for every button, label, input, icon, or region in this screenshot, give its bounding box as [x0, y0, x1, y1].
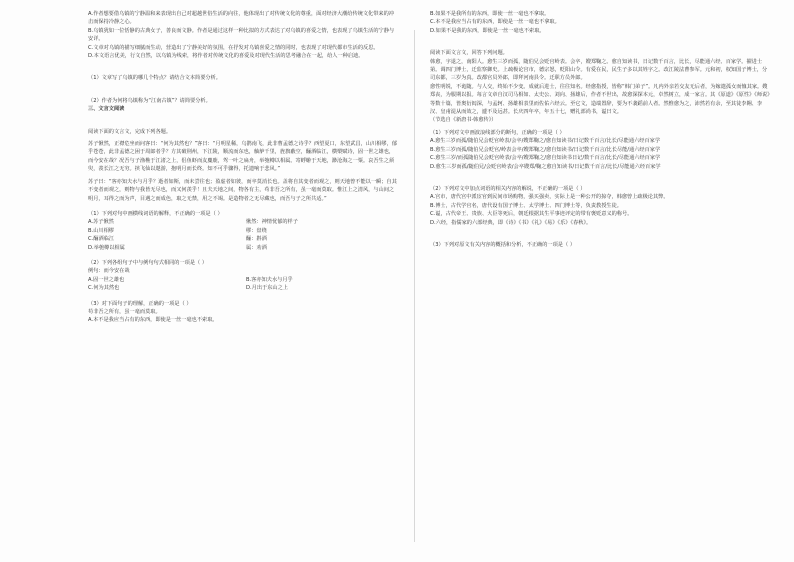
option-explanation: 愀然：神情忧郁的样子	[246, 219, 298, 226]
option-text: A.苏子愀然	[88, 219, 114, 226]
reading-options	[88, 10, 398, 60]
passage-intro: 阅读下面的文言文，完成下列各题。	[88, 128, 172, 135]
question-1-stem: （1）下列对文中画波浪线部分的断句，正确的一项是（ ）	[430, 129, 565, 136]
passage-paragraph-2: 愈性明锐，不诡随。与人交，终始不少变。成就后进士，往往知名。经愈指授，皆称“韩门弟子”。凡内外亲若交友无后者，为嫁遣孤女而恤其家。嫂郑丧，为服期以报。每言文章自汉司马相如、太史公、刘向、扬雄后，作者不世出，故愈深探本元，卓然树立，成一家言。其《原道》《原性》《师说》等数十篇，皆奥衍闳深，与孟轲、扬雄相表里而佐佑六经云。至它文，造端置辞，要为不袭蹈前人者。然惟愈为之，沛然若有余，至其徒李翱、李汉、皇甫湜从而效之，遽不及远甚。长庆四年卒，年五十七，赠礼部尚书，谥曰文。	[430, 83, 770, 116]
passage-source: （节选自《新唐书·韩愈传》）	[430, 117, 497, 124]
question-4-stem: （2）下列各组句子中与例句句式相同的一项是（ ）	[88, 259, 208, 266]
option-row	[88, 244, 398, 252]
passage-paragraph-2: 苏子曰：“客亦知夫水与月乎？逝者如斯，而未尝往也；盈虚者如彼，而卒莫消长也。盖将自其变者而观之，则天地曾不能以一瞬；自其不变者而观之，则物与我皆无尽也，而又何羡乎！且夫天地之间，物各有主，苟非吾之所有，虽一毫而莫取。惟江上之清风，与山间之明月，耳得之而为声，目遇之而成色，取之无禁，用之不竭。是造物者之无尽藏也，而吾与子之所共适。”	[88, 178, 397, 202]
option-text: C.酾酒临江	[88, 236, 115, 243]
option-d: D.六经，指儒家的六部经典，即《诗》《书》《礼》《易》《乐》《春秋》。	[430, 219, 592, 226]
option-text: D.举匏樽以相属	[88, 244, 125, 251]
option-b: B.如果不是我所有的东西，即使一丝一毫也不拿取。	[430, 11, 550, 17]
question-4-example: 例句：而今安在哉	[88, 268, 130, 275]
option-c: C.何为其然也	[88, 285, 120, 292]
question-2-stem: （2）下列对文中加点词语的相关内容的解说，不正确的一项是（ ）	[430, 185, 586, 192]
option-explanation: 酾：斟酒	[246, 236, 267, 243]
option-b: B.愈生三岁而孤/随伯兄会贬官/岭表会卒/嫂郑鞠之/愈自知读书/日记数千百言/比长尽能/通六经百家学	[430, 146, 661, 153]
option-row	[88, 235, 398, 243]
question-4-options	[88, 276, 398, 293]
option-d: D.愈生三岁而孤/随伯兄/会贬官岭表/会卒嫂郑/鞠之愈自知读书/日记数千百言/比长/尽能通六经百家学	[430, 163, 661, 170]
passage-intro: 阅读下面文言文，回答下列问题。	[430, 50, 508, 57]
passage-paragraph-1: 苏子愀然，正襟危坐而问客曰：“何为其然也？”客曰：“月明星稀，乌鹊南飞，此非曹孟德之诗乎？西望夏口，东望武昌，山川相缪，郁乎苍苍，此非孟德之困于周郎者乎？方其破荆州，下江陵，顺流而东也，舳舻千里，旌旗蔽空，酾酒临江，横槊赋诗，固一世之雄也，而今安在哉？况吾与子渔樵于江渚之上，侣鱼虾而友麋鹿，驾一叶之扁舟，举匏樽以相属。寄蜉蝣于天地，渺沧海之一粟。哀吾生之须臾，羡长江之无穷。挟飞仙以遨游，抱明月而长终。知不可乎骤得，托遗响于悲风。”	[88, 141, 397, 173]
option-b: B.客亦知夫水与月乎	[246, 276, 293, 283]
question-2: （2）作者为何将乌镇称为“江南古镇”？请简要分析。	[88, 97, 211, 104]
question-5-quote: 苟非吾之所有，虽一毫而莫取。	[88, 308, 161, 315]
option-a: A.愈生三岁而孤/随伯兄会贬官岭表/会卒/嫂郑鞠之/愈自知读书/日记数千百言/比长/尽能通六经百家学	[430, 138, 661, 145]
option-a: A.本不是我应当占有的东西，即使是一丝一毫也不索取。	[88, 317, 218, 324]
passage-paragraph-1: 韩愈，字退之，南阳人。愈生三岁而孤，随伯兄会贬官岭表。会卒，嫂郑鞠之。愈自知读书，日记数千百言，比长，尽能通六经、百家学。擢进士第。调四门博士，迁监察御史。上疏极论宫市，德宗怒，贬阳山令。有爱在民，民生子多以其姓字之。改江陵法曹参军。元和初，权知国子博士，分司东都，三岁为真。改都官员外郎，即拜河南县令。迁职方员外郎。	[430, 58, 768, 82]
option-d: D.月出于东山之上	[246, 285, 288, 292]
question-3-stem: （1）下列对句中画横线词语的解释，不正确的一项是（ ）	[88, 210, 223, 217]
option-c: C.文章对乌镇的描写细腻而生动，营造出了宁静美好的氛围，在抒发对乌镇喜爱之情的同时，也表现了对现代都市生活的反思。	[88, 44, 379, 51]
right-column	[430, 10, 770, 556]
option-d: D.如果不是我的东西，即使是一丝一毫也不索取。	[430, 27, 545, 34]
option-a: A.固一世之雄也	[88, 276, 125, 283]
question-1: （1）文章写了乌镇的哪几个特点？请结合文本简要分析。	[88, 75, 221, 82]
column-divider	[414, 30, 415, 542]
option-c: C.谥，古代帝王、贵族、大臣等死后，朝廷根据其生平事迹评定的带有褒贬意义的称号。	[430, 211, 633, 218]
option-a: A.宫市，唐代宫中派宦官到民间市场购物，强买强卖，实际上是一种公开的掠夺，韩愈曾上疏极论其弊。	[430, 194, 669, 201]
question-2-options	[430, 193, 770, 227]
continued-options	[430, 10, 770, 35]
question-3-options	[88, 218, 398, 252]
option-b: B.乌镇犹如一位恬静的古典女子，善良而文静。作者是通过这样一种比拟的方式表达了对乌镇的喜爱之情，也表现了乌镇生活的宁静与安详。	[88, 27, 395, 43]
option-c: C.本不是我应当占有的东西，即使是一丝一毫也不拿取。	[430, 19, 560, 26]
left-column	[88, 10, 398, 556]
option-b: B.博士，古代学官名，唐代设有国子博士、太学博士、四门博士等，负责教授生徒。	[430, 202, 622, 209]
option-a: A.作者想要借乌镇的宁静温和来表现出自己对超越世俗生活的向往，他体现出了对传统文化的尊重，面对经济大潮给传统文化带来的冲击而保持冷静之心。	[88, 11, 394, 26]
question-5-stem: （3）对下面句子的理解，正确的一项是（ ）	[88, 300, 192, 307]
option-d: D.本文语言优美，行文自然，以乌镇为线索，将作者对传统文化的喜爱及对现代生活的思考融合在一起，给人一种启迪。	[88, 53, 364, 60]
section-heading: 三、文言文阅读	[88, 106, 125, 113]
question-1-options	[430, 137, 770, 171]
option-row	[88, 218, 398, 226]
option-explanation: 属：劝酒	[246, 244, 267, 251]
question-3-stem: （3）下列对原文有关内容的概括和分析，不正确的一项是（ ）	[430, 241, 576, 248]
option-explanation: 缪：盘绕	[246, 227, 267, 234]
option-row	[88, 227, 398, 235]
option-text: B.山川相缪	[88, 227, 114, 234]
option-c: C.愈生三岁/而孤随伯兄会贬官岭表/会卒/嫂郑鞠之/愈自知读书日记/数千百言/比长/尽能通六经百家学	[430, 155, 661, 162]
